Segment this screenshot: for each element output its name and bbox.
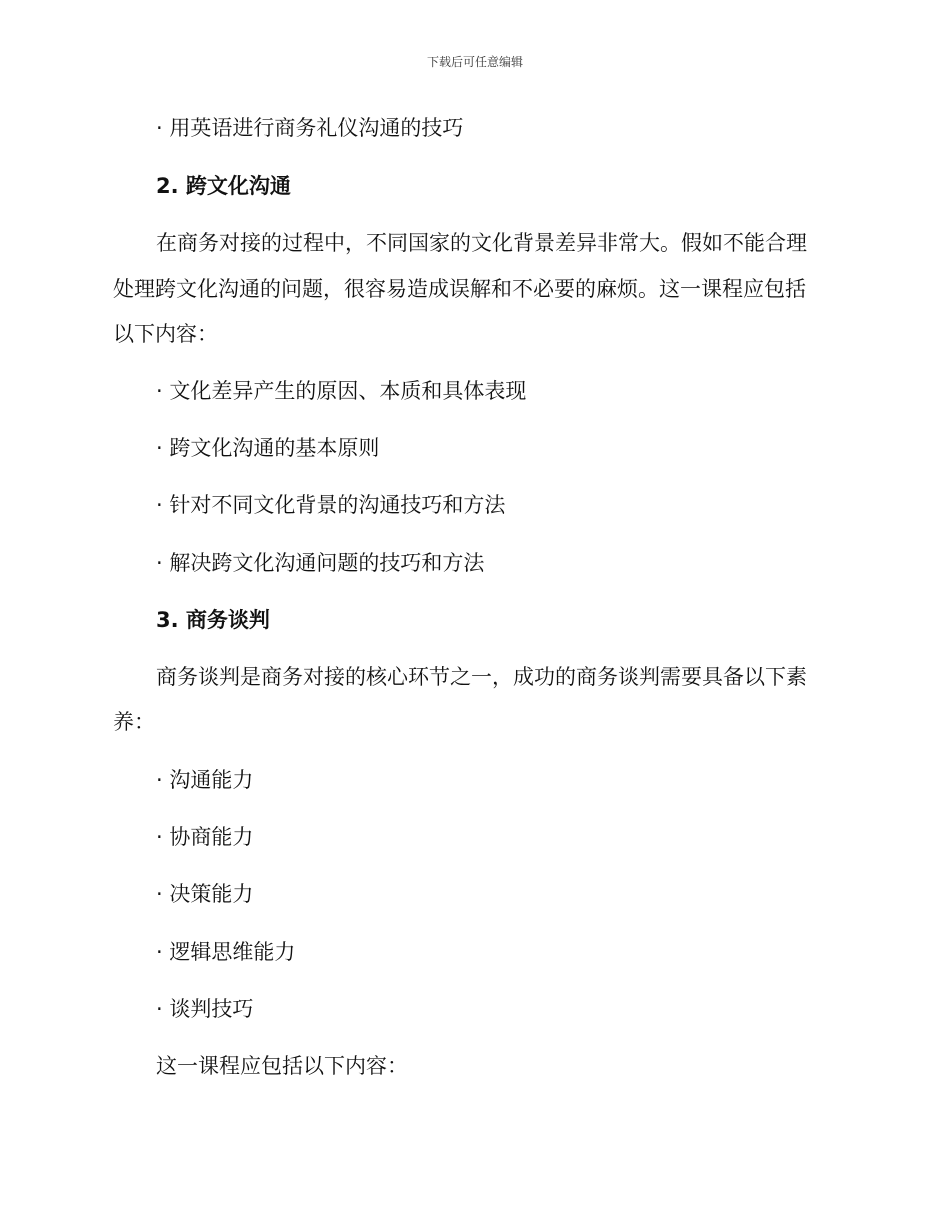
section-heading: 2. 跨文化沟通 — [156, 174, 291, 198]
paragraph-line: 这一课程应包括以下内容： — [156, 1054, 408, 1078]
bullet-item: · 沟通能力 — [156, 768, 254, 792]
paragraph-line: 商务谈判是商务对接的核心环节之一，成功的商务谈判需要具备以下素 — [156, 665, 807, 689]
paragraph-line: 在商务对接的过程中，不同国家的文化背景差异非常大。假如不能合理 — [156, 231, 807, 255]
paragraph-line: 处理跨文化沟通的问题，很容易造成误解和不必要的麻烦。这一课程应包括 — [113, 277, 806, 301]
bullet-item: · 解决跨文化沟通问题的技巧和方法 — [156, 551, 485, 575]
bullet-item: · 文化差异产生的原因、本质和具体表现 — [156, 379, 527, 403]
paragraph-line: 以下内容： — [113, 322, 218, 346]
header-note: 下载后可任意编辑 — [426, 55, 523, 69]
paragraph-line: 养： — [113, 710, 155, 734]
bullet-item: · 跨文化沟通的基本原则 — [156, 436, 380, 460]
bullet-item: · 协商能力 — [156, 825, 254, 849]
bullet-item: · 决策能力 — [156, 882, 254, 906]
bullet-item: · 针对不同文化背景的沟通技巧和方法 — [156, 493, 506, 517]
bullet-item: · 用英语进行商务礼仪沟通的技巧 — [156, 116, 464, 140]
bullet-item: · 谈判技巧 — [156, 997, 254, 1021]
section-heading: 3. 商务谈判 — [156, 608, 270, 632]
bullet-item: · 逻辑思维能力 — [156, 940, 296, 964]
